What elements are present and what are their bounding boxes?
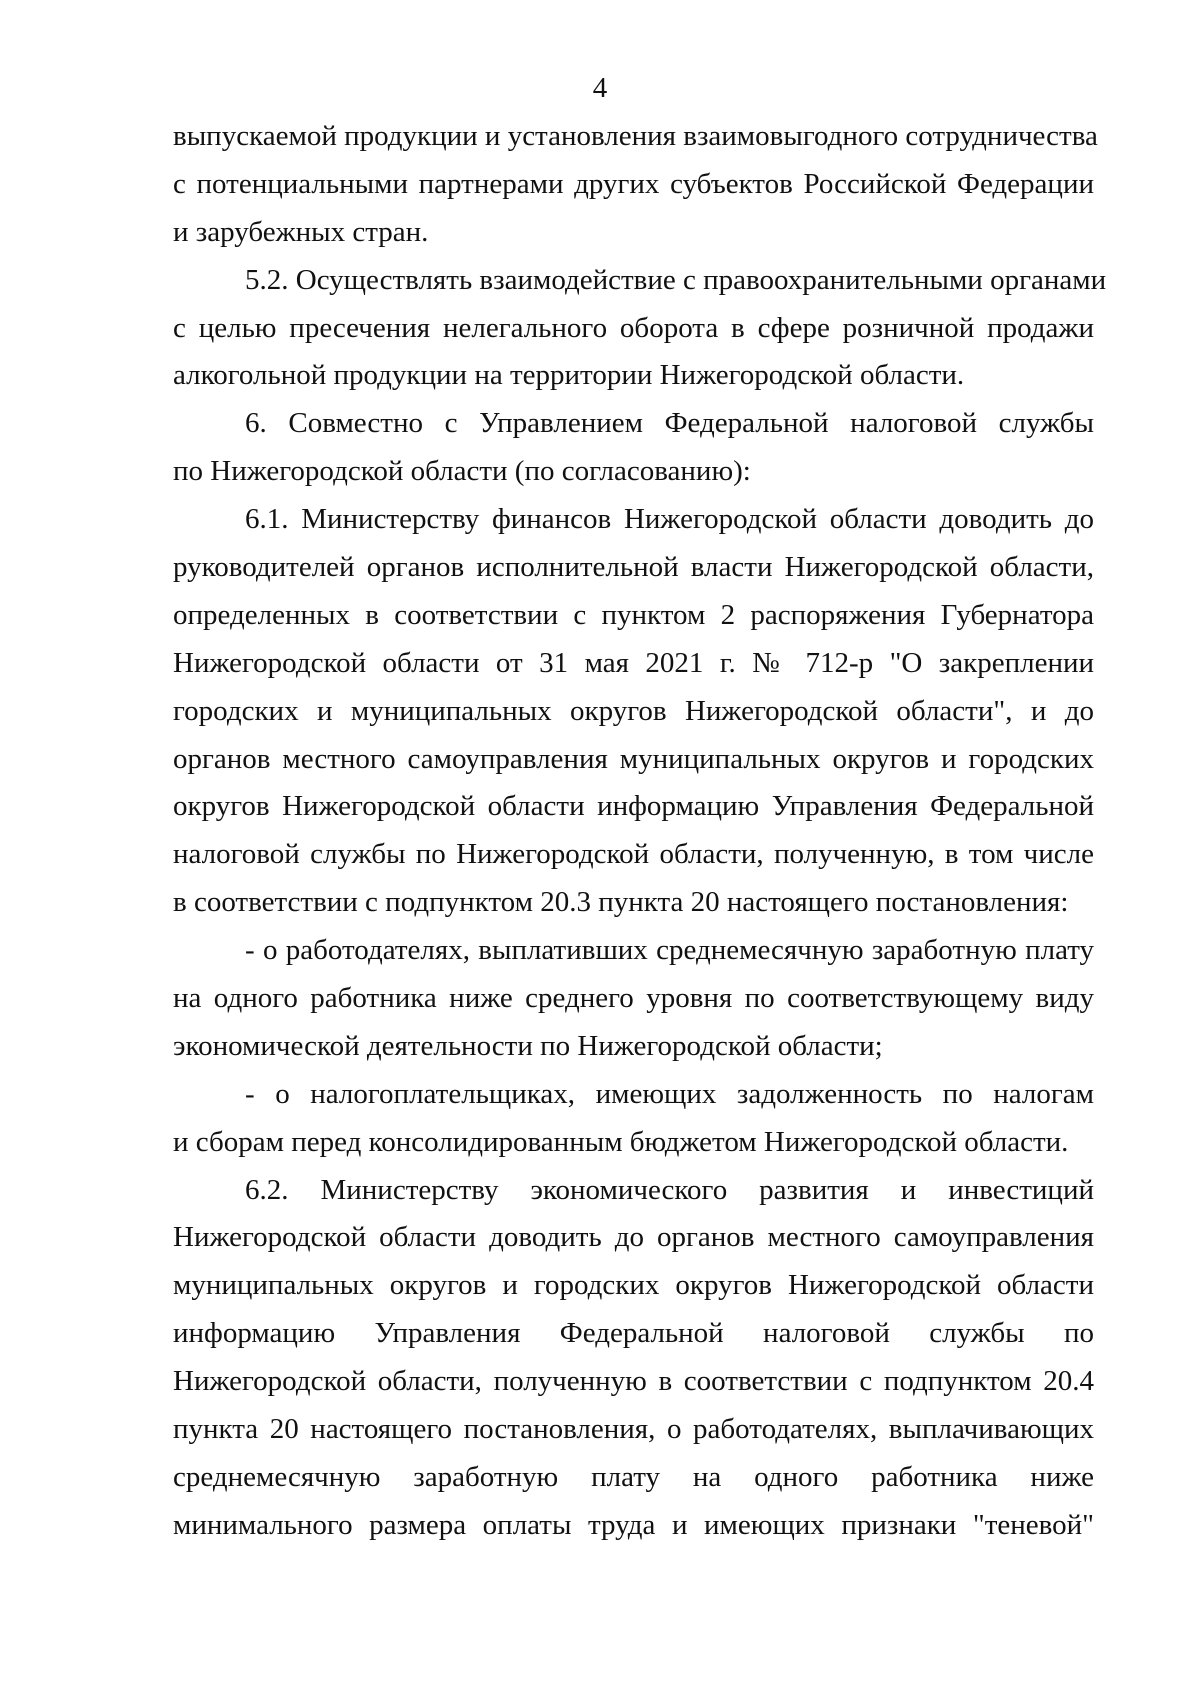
text-line: с потенциальными партнерами других субъектов Российской Федерации [173, 167, 1094, 200]
text-line: алкогольной продукции на территории Нижегородской области. [173, 359, 965, 392]
page-number: 4 [592, 72, 608, 104]
text-line: определенных в соответствии с пунктом 2 распоряжения Губернатора [173, 598, 1094, 631]
text-line: в соответствии с подпунктом 20.3 пункта 20 настоящего постановления: [173, 886, 1069, 919]
document-body [173, 113, 1107, 1550]
text-line: информацию Управления Федеральной налоговой службы по [173, 1317, 1094, 1350]
text-line: по Нижегородской области (по согласованию): [173, 455, 751, 488]
text-line: органов местного самоуправления муниципальных округов и городских [173, 742, 1094, 775]
text-line: Нижегородской области от 31 мая 2021 г. № 712-р "О закреплении [173, 646, 1094, 679]
text-line: - о налогоплательщиках, имеющих задолженность по налогам [245, 1077, 1094, 1110]
text-line: минимального размера оплаты труда и имеющих признаки "теневой" [173, 1508, 1094, 1541]
text-line: городских и муниципальных округов Нижегородской области", и до [173, 694, 1094, 727]
text-line: выпускаемой продукции и установления взаимовыгодного сотрудничества [173, 120, 1098, 152]
text-line: экономической деятельности по Нижегородской области; [173, 1029, 883, 1062]
text-line: 6.2. Министерству экономического развития и инвестиций [245, 1173, 1094, 1206]
text-line: 5.2. Осуществлять взаимодействие с правоохранительными органами [245, 263, 1107, 296]
text-line: руководителей органов исполнительной власти Нижегородской области, [173, 551, 1094, 584]
text-line: 6. Совместно с Управлением Федеральной налоговой службы [245, 407, 1094, 440]
text-line: пункта 20 настоящего постановления, о работодателях, выплачивающих [173, 1413, 1094, 1446]
text-line: и зарубежных стран. [173, 215, 429, 248]
text-line: и сборам перед консолидированным бюджетом Нижегородской области. [173, 1125, 1069, 1158]
text-line: округов Нижегородской области информацию Управления Федеральной [173, 790, 1094, 823]
text-line: Нижегородской области, полученную в соответствии с подпунктом 20.4 [173, 1365, 1094, 1398]
text-line: на одного работника ниже среднего уровня по соответствующему виду [173, 982, 1094, 1015]
text-line: налоговой службы по Нижегородской области, полученную, в том числе [173, 838, 1094, 871]
text-line: среднемесячную заработную плату на одного работника ниже [173, 1460, 1094, 1493]
text-line: 6.1. Министерству финансов Нижегородской области доводить до [245, 503, 1094, 536]
text-line: муниципальных округов и городских округов Нижегородской области [173, 1269, 1094, 1302]
text-line: с целью пресечения нелегального оборота в сфере розничной продажи [173, 311, 1094, 344]
text-line: - о работодателях, выплативших среднемесячную заработную плату [245, 934, 1094, 967]
text-line: Нижегородской области доводить до органов местного самоуправления [173, 1221, 1094, 1254]
